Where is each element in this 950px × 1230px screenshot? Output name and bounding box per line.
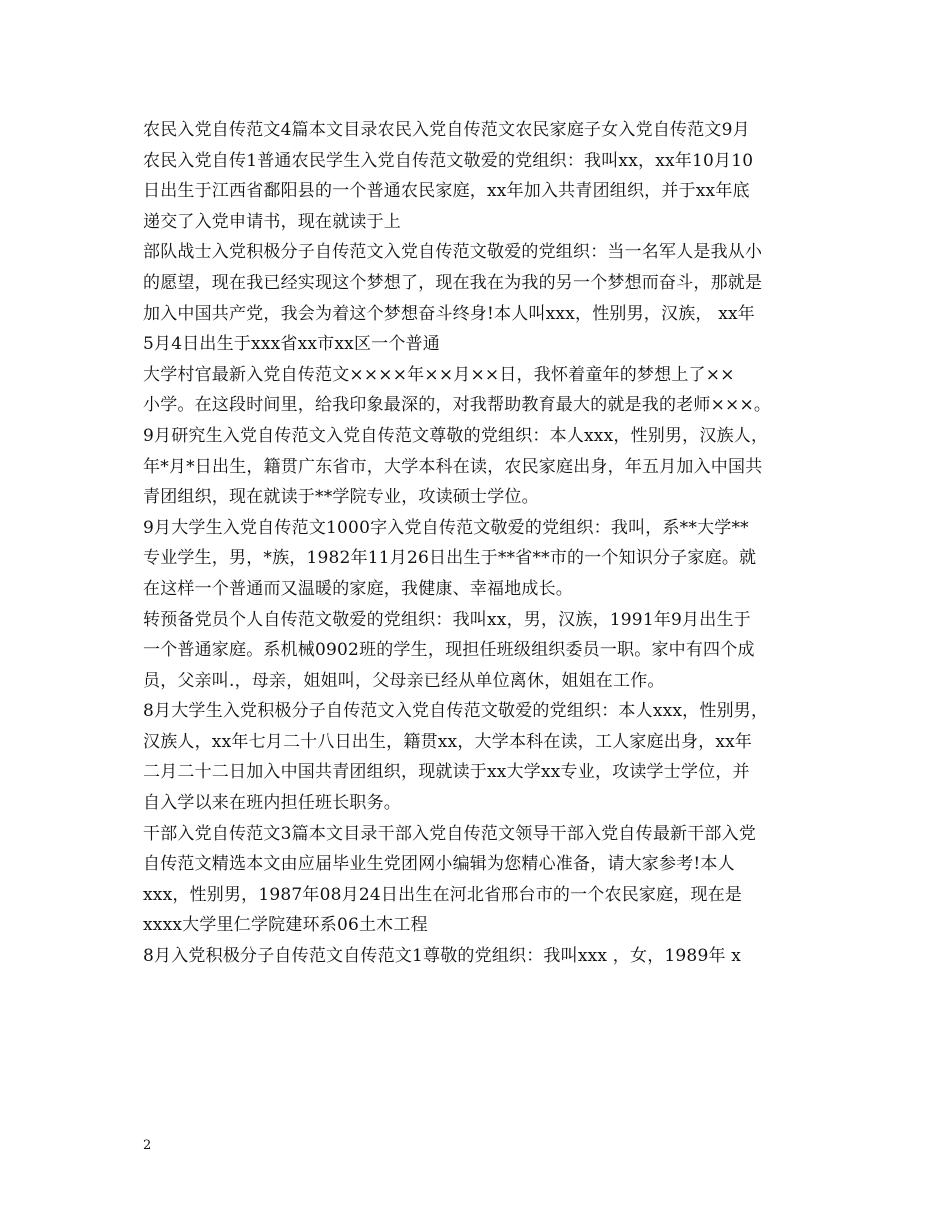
text-line: xxx，性别男，1987年08月24日出生在河北省邢台市的一个农民家庭，现在是 (143, 884, 743, 905)
document-body (143, 115, 833, 972)
text-line: 9月大学生入党自传范文1000字入党自传范文敬爱的党组织：我叫，系**大学** (143, 517, 749, 538)
text-line: 8月入党积极分子自传范文自传范文1尊敬的党组织：我叫xxx ，女，1989年 x (143, 946, 742, 967)
text-line: 专业学生，男，*族，1982年11月26日出生于**省**市的一个知识分子家庭。就 (143, 548, 757, 569)
text-line: 日出生于江西省鄱阳县的一个普通农民家庭，xx年加入共青团组织，并于xx年底 (143, 181, 750, 202)
text-line: 自入学以来在班内担任班长职务。 (143, 793, 401, 814)
text-line: 递交了入党申请书，现在就读于上 (143, 211, 401, 232)
text-line: 8月大学生入党积极分子自传范文入党自传范文敬爱的党组织：本人xxx，性别男， (143, 701, 769, 722)
text-line: 小学。在这段时间里，给我印象最深的，对我帮助教育最大的就是我的老师×××。 (143, 395, 772, 416)
text-line: 自传范文精选本文由应届毕业生党团网小编辑为您精心准备，请大家参考!本人 (143, 854, 735, 875)
text-line: 9月研究生入党自传范文入党自传范文尊敬的党组织：本人xxx，性别男，汉族人， (143, 425, 769, 446)
text-line: 大学村官最新入党自传范文××××年××月××日，我怀着童年的梦想上了×× (143, 364, 735, 385)
text-line: 农民入党自传范文4篇本文目录农民入党自传范文农民家庭子女入党自传范文9月 (143, 120, 750, 140)
text-line: 加入中国共产党，我会为着这个梦想奋斗终身!本人叫xxx，性别男，汉族， xx年 (143, 303, 755, 324)
text-line: 干部入党自传范文3篇本文目录干部入党自传范文领导干部入党自传最新干部入党 (143, 823, 757, 844)
text-line: 农民入党自传1普通农民学生入党自传范文敬爱的党组织：我叫xx，xx年10月10 (143, 150, 754, 171)
text-line: 在这样一个普通而又温暖的家庭，我健康、幸福地成长。 (143, 578, 573, 599)
text-line: 员，父亲叫.，母亲，姐姐叫，父母亲已经从单位离休，姐姐在工作。 (143, 670, 665, 691)
text-line: 部队战士入党积极分子自传范文入党自传范文敬爱的党组织：当一名军人是我从小 (143, 242, 763, 263)
text-line: 5月4日出生于xxx省xx市xx区一个普通 (143, 334, 440, 355)
text-line: 二月二十二日加入中国共青团组织，现就读于xx大学xx专业，攻读学士学位，并 (143, 762, 750, 783)
text-line: 汉族人，xx年七月二十八日出生，籍贯xx，大学本科在读，工人家庭出身，xx年 (143, 731, 753, 752)
text-line: 的愿望，现在我已经实现这个梦想了，现在我在为我的另一个梦想而奋斗，那就是 (143, 272, 763, 293)
page-number: 2 (143, 1138, 152, 1153)
text-line: 转预备党员个人自传范文敬爱的党组织：我叫xx，男，汉族，1991年9月出生于 (143, 609, 751, 630)
text-line: xxxx大学里仁学院建环系06土木工程 (143, 915, 428, 936)
text-line: 年*月*日出生，籍贯广东省市，大学本科在读，农民家庭出身，年五月加入中国共 (143, 456, 763, 477)
text-line: 青团组织，现在就读于**学院专业，攻读硕士学位。 (143, 487, 539, 508)
text-line: 一个普通家庭。系机械0902班的学生，现担任班级组织委员一职。家中有四个成 (143, 640, 755, 661)
